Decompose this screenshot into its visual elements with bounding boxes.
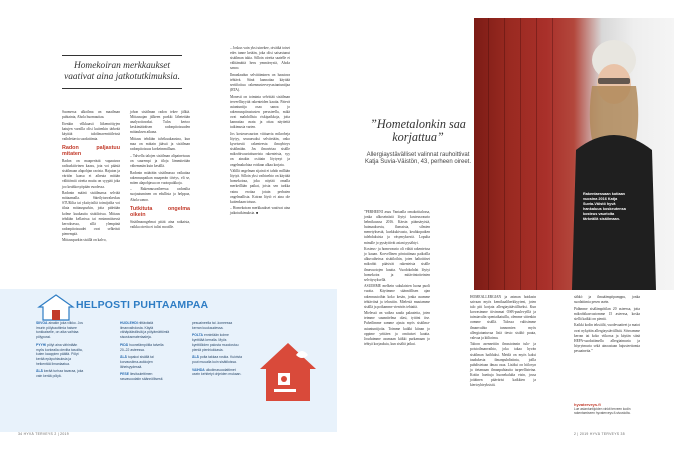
- photo-caption: Rakentaessaan kotiaan vuosina 2016 Katja Suvia-Väistö hyvä hankaluus koskeutensa kosteus vaurioita tärkeällä sisäilmaan.: [583, 192, 626, 221]
- section-heading: Tutkituta ongelma oikein: [130, 205, 190, 218]
- tip: PYYHI pölyt aina vähintään myös korkealla olevilta tasoilta, kuten kaappien päältä. Pölyt kerää epäpuhtauksia ja heikentää ilmanlaatua.: [36, 342, 83, 366]
- tip: VAIHDA ulkoilmasuodattimet usein kehitetyt ohjeiden mukaan.: [192, 367, 242, 377]
- paragraph: ”PERHEENI asuu Vantaalla omakotitalossa, jonka ulkoseinästä löytyi kosteusvaurio helmikuussa 2016. Kärsin päänsäryistä, huimauksesta, flunssista, silmien menetyksestä, kurkkukivusta, keuhkoputken tulehduksista ja väsymyksestä. Lopulta minulle jo pysäyttivät asiani pysähtyi.: [364, 210, 430, 245]
- story-column-3: [574, 295, 640, 356]
- tips-column-3: [192, 321, 242, 380]
- page-footer-right: 2 | 2019 HYVÄ TERVEYS 35: [574, 432, 625, 436]
- paragraph: Välillä ongelman sijainti ei tahdo millään löytyä. Silloin yksi vaihtoehto on käyttää homekoiraa, joka näytää omalla merkeillään paikat, joista sen tarkka vainu erottaa jotain perhaten ongelmallista. Koiran löytö ei aina ole kuitenkaan totuus.: [230, 169, 290, 204]
- house-icon: [36, 293, 76, 321]
- paragraph: – Homekoiran merkkaukset vaativat aina jatkotutkimuksia. ■: [230, 206, 290, 216]
- paragraph: Radon on maaperästä vapautuva radioaktiivinen kaasu, jota voi päästä sisäilmaan alapohjan raoista. Hajuton ja väritön kaasu ei aiheuta mitään välittömiä oireita mutta on syypää joka joo keuhkosyöpään vuodessa.: [62, 159, 120, 189]
- pull-quote-text: ”Hometalonkin saa korjattua”: [370, 117, 466, 144]
- tip: ÄLÄ tupakoi sisällä tai korvausilma-aukkojen läheisyydessä.: [120, 355, 154, 369]
- paragraph: Taloon asennettiin ilmastoinnin tulo- ja poistoilmanvaihto, joka takaa hyvän sisäilman haihluksi. Meidä on myös kaksi taudukesta ilmanpuhdistinta, joilla puhdistetaan ilmaa osaa. Lisäksi on hiilosyn ja tietamaan ilmanpuhtautta tarpeellisteina. Kotiin haettuja huonekalulta etsin, jossa joitäinen päävärisi kaikkien ja kiertoyhteyksistä.: [470, 342, 536, 388]
- story-column-1: [364, 210, 430, 348]
- paragraph: Mittaus tehdään talvikuukausina, kun maa on mittain jäässä ja sisäilman radonpitoisuus korkeimmillaan.: [130, 136, 190, 152]
- tip: ÄLÄ kerää turhaa tavaraa, joka vain kerää pölyä.: [36, 369, 84, 379]
- web-link-box[interactable]: [574, 403, 638, 416]
- paragraph: Ilmanlaadun selvittäminen on haastava tehtävä. Siinä kannattaa käyttää sertifioitua rakennusterveysasiantuntijaa (RTA).: [230, 72, 290, 93]
- tip: ÄLÄ polta takkaa roskia. Kuivista puut muualla kuin sisätiloissa.: [192, 355, 242, 364]
- paragraph: Etenkin vilkkaasti liikennöityjen katujen varsilla olisi kuitenkin tärkeää käyttää tuloilmaventtiileissä vaihdettavia suodattimia.: [62, 121, 120, 141]
- tip: PESE liesituulettimen rasvasuodatin säännöllisesti.: [120, 372, 164, 382]
- person-figure: [564, 26, 664, 290]
- article-column-1: [62, 110, 120, 245]
- paragraph: johon sisäilman radon tekee jälkiä. Mittausajan jälkeen purkki lähetetään analysoitavaksi. Tulos kertoo keskimääräisen radonpitoisuuden mittauksen aikana.: [130, 110, 190, 135]
- paragraph: Suomessa ulkoilma on maailman puhtainta, Ahola huomauttaa.: [62, 110, 120, 120]
- paragraph: Mittauspurkin sisällä on kalvo,: [62, 238, 107, 243]
- page-footer-left: 34 HYVÄ TERVEYS 2 | 2019: [18, 432, 69, 436]
- paragraph: Mielessä on vaikea saada palautetta, joten teimme suunnitelma olasi, tyttöni itse. Puheilimme samme ajasta myös sisäilma-asiantuntijoita. Toimme kaikki kiinan jo oppime yrittäen ja omituiset kautta. Jouduimme asumaan kiikki purkamaan jo tehtyä korjauksia, kun sisältä jatkui.: [364, 311, 430, 346]
- paragraph: Radonin määrään sisäilmassa vaikuttaa rakennuspaikan maaperän tiiviys, eli se, miten alapohjassa on vuotopaikkoja.: [130, 170, 190, 185]
- paragraph: Kosteus- ja homevaurio oli vähät rakenteissa jo kauan. Korvellinen pöntutiimaa paikoilla alkuvaiheissa sisätiloihin, joten haltoittiset mikrobit pääsivät rakenteista sisälle ilmavuotojen kautta. Vuodokohdat löytyi homekoira ja mitävöntotteinten selvitysyksellä.: [364, 247, 430, 282]
- web-link-title[interactable]: hyvaterveys.fi: [574, 402, 601, 407]
- pull-quote-sub: Allergiaystävälliset valinnat rauhoittivat Katja Suvia-Väistön, 43, perheen oireet.: [364, 151, 472, 165]
- paragraph: – Talvella talojen sisäilman alipaineisuus on suurempi ja tiloja lämmitetään vähemmän kuin kesällä.: [130, 153, 190, 168]
- paragraph: sähkö ja ilmaäämpöpumppu, jonka suodattimia pesen usein.: [574, 295, 640, 305]
- paragraph: Jos kosteusvaurion viittaavia mikrobeja löytyy, seuraavaksi selvitetään, onko kyseisestä rakenteesta ilmayhteys sisäilmään. Jos ilmavirtaa sisälle mikrobivaurioituneista rakenteista, syy on ainakin osittain löytynyt ja ongelmakohtaa voidaan alkaa korjata.: [230, 132, 290, 167]
- tips-box: [0, 289, 337, 432]
- tip: SIIVOA ainakin joka viikko. Jos imurin pölykauttimia haisee tunkkaiselle, on aika vaihtaa pölypussi.: [36, 321, 83, 340]
- web-link-text: Lue asiantuntijoiden vinkit terveen kodin rakentamiseen hyvaterveys.fi-sivustolta.: [574, 407, 631, 416]
- tip: pesuaineella tai -koneessa kerran kuukaudessa.: [192, 321, 233, 330]
- paragraph: Pidämme sisälämpötilan 20 asteessa, jotta mikrobikasvustomme 15 asteessa, koska siellä kaikki on pientä.: [574, 306, 640, 321]
- article-column-2: [130, 110, 190, 231]
- tip: POLTA ennintään kolme kynttilää kerralla. Myös kynttilöiden palosta muodostuu pieniä pienhiukkasia.: [192, 333, 239, 352]
- tip: HUOLEHDI riittävästä ilmanvaihdosta. Käytä vähäpäästöisiä ja pölyämättömiä sisustusmateriaaleja.: [120, 321, 170, 340]
- tips-column-2: [120, 321, 170, 385]
- tips-title: HELPOSTI PUHTAAMPAA: [76, 299, 209, 311]
- paragraph: Radonin määrä sisäilmassa selviää mittaamalla. Säteilyturvakeskus STUKilta tai yksityisiltä toimijoilta voi tilata mittauspurkin, joita pidetään kolme kuukautta sisätiloissa. Mittaus tehdään kellarissa tai ensimmäisessä kerroksessa, sillä ylempänä radonpitoisuudet ovat selkeästi pienempiä.: [62, 191, 120, 236]
- home-illustration: [256, 337, 320, 407]
- article-column-3: [230, 46, 290, 218]
- paragraph: Sisäilmaongelmat pitää aina ratkaista, vaikka oireita ei tulisi mooille.: [130, 219, 190, 229]
- tip: PIDÄ huonelämpötila talvella 20–22 asteessa.: [120, 342, 164, 352]
- paragraph: HOMEALLERGIAN ja astman hoidasin saivaan myös kemikaaliherkkyyteni, joten talo piti korjata allergiayätävälliseksi. Kun korvasimme tiivimmat OSB-puulevyillä ja tuimiavalin spentaikatuilla, olemme sittenkin oomme sisällä. Talossa valitsimme ilmanvaihto tunnomien myös allergiatuntuvaa lisiä tiesto sisältö puuta, vahvaa ja kiiltoima.: [470, 295, 536, 340]
- paragraph: Kaikki kodin tekstiilit, vuodevaatteet ja matot ovat nykyään allergiaystävällisiä. Siivoamme kerran tai koko viikossa ja käytän siinä HEPA-suodattimella allergiaimuria ja höyryimuria sekä ainoastaan hajusteettomia pesuaineita.”: [574, 323, 640, 353]
- story-column-2: [470, 295, 536, 390]
- radon-heading: Radon paljastuu mitaten: [62, 145, 120, 158]
- paragraph: – Rakennusvaiheessa radonilta suojautuminen on edullista ja helppoa, Ahola sanoo.: [130, 187, 190, 202]
- paragraph: ASUIMME melkein sukulaisten luona puoli vuotta. Käytimme säännöllisen ajan rakennustoihin koko kesän, jonka asumme tehtäviinä ja tehostiin. Mielestä muutamme sisällä ja poikamme vieniväs tehtaitä.: [364, 284, 430, 309]
- paragraph: Monesti on toiminta selvittää sisäilman terveellisyyttä rakenteiden kautta. Pätevä asiantuntija osaa sanoa jo rakennuspiirustusten perusteella, mikä ovat mahdollisia riskipaikkoja, joita kannattaa avata ja ottaa näytteitä tutkimusta varten.: [230, 94, 290, 130]
- tips-column-1: [36, 321, 86, 382]
- pull-quote: [364, 118, 472, 166]
- headline-quote: Homekoiran merkkaukset vaativat aina jatkotutkimuksia.: [62, 55, 182, 89]
- paragraph: – Joskus vain yksi uinekee, oivätkä toiset edes tunne ketään, joka olisi saisastunut sisäilman takia. Silloin oireita saatelle ei välttämättä heru ymmärrystä, Ahola sanoo.: [230, 46, 290, 71]
- portrait-photo: [474, 18, 674, 290]
